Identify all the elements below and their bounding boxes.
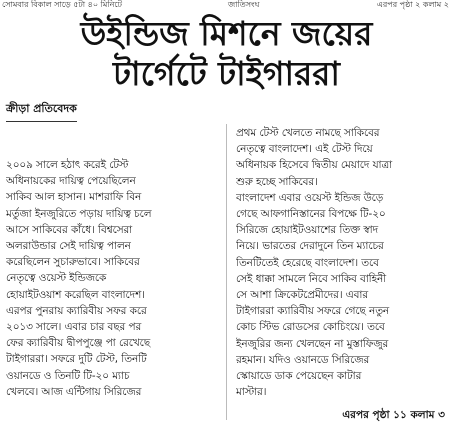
article-line: গেছে আফগানিস্তানের বিপক্ষে টি-২০ — [236, 208, 386, 221]
column-divider — [226, 124, 227, 420]
article-line: তিনটিতেই হেরেছে বাংলাদেশ। তবে — [236, 256, 379, 269]
top-strip-middle-text: জাতিসংঘ — [228, 0, 260, 9]
article-line: মর্তুজা ইনজুরিতে পড়ায় দায়িত্ব চলে — [6, 207, 152, 220]
article-line: রহমান। যদিও ওয়ানডে সিরিজের — [236, 353, 370, 366]
top-strip-left-text: সোমবার বিকাল সাড়ে ৫টা ৪০ মিনিটে — [2, 0, 122, 9]
article-line: বাংলাদেশ এবার ওয়েস্ট ইন্ডিজ উড়ে — [236, 191, 384, 204]
top-strip-continuation: এরপর পৃষ্ঠা ২ কলাম ২ — [376, 0, 449, 9]
article-line: কোচ স্টিভ রোডসের কোচিংয়ে। তবে — [236, 321, 385, 334]
article-line: সাকিব আল হাসান। মাশরাফি বিন — [6, 191, 142, 204]
article-line: নেতৃত্বে ওয়েস্ট ইন্ডিজকে — [6, 272, 107, 285]
headline-line-1: উইন্ডিজ মিশনে জয়ের — [80, 14, 373, 53]
article-line: টাইগাররা ক্যারিবীয় সফরে গেছে নতুন — [236, 305, 390, 318]
article-line: মাস্টার। — [236, 386, 267, 399]
article-line: খেলবে। আজ এন্টিগায় সিরিজের — [6, 385, 142, 398]
article-line: ফের ক্যারিবীয় দ্বীপপুঞ্জে পা রেখেছে — [6, 337, 151, 350]
continuation-note: এরপর পৃষ্ঠা ১১ কলাম ৩ — [342, 409, 445, 421]
article-line: প্রথম টেস্ট খেলতে নামছে সাকিবের — [236, 127, 380, 139]
byline: ক্রীড়া প্রতিবেদক — [6, 100, 77, 122]
article-line: ২০০৯ সালে হঠাৎ করেই টেস্ট — [6, 159, 129, 171]
article-left-column — [6, 157, 220, 400]
article-line: টাইগাররা। সফরে দুটি টেস্ট, তিনটি — [6, 353, 147, 366]
article-line: সে আশা ক্রিকেটপ্রেমীদের। এবার — [236, 289, 368, 302]
article-line: হোয়াইটওয়াশ করেছিল বাংলাদেশ। — [6, 288, 145, 301]
article-line: করেছিলেন সুচারুভাবে। সাকিবের — [6, 256, 140, 269]
article-line: অধিনায়ক হিসেবে দ্বিতীয় মেয়াদে যাত্রা — [236, 159, 393, 172]
article-line: এরপর পুনরায় ক্যারিবীয় সফর করে — [6, 304, 147, 317]
article-line: নেতৃত্বে বাংলাদেশ। এই টেস্ট দিয়ে — [236, 143, 373, 156]
article-line: সিরিজে হোয়াইটওয়াশের তিক্ত স্বাদ — [236, 224, 378, 237]
article-line: ২০১৩ সালে। এবার চার বছর পর — [6, 321, 142, 334]
article-line: ইনজুরির জন্য খেলছেন না মুস্তাফিজুর — [236, 337, 389, 350]
article-line: আসে সাকিবের কাঁধে। বিশ্বসেরা — [6, 223, 133, 236]
article-line: স্কোয়াডে ডাক পেয়েছেন কাটার — [236, 370, 362, 383]
article-line: অধিনায়কের দায়িত্ব পেয়েছিলেন — [6, 175, 136, 188]
headline — [0, 14, 453, 94]
article-line: অলরাউন্ডার সেই দায়িত্ব পালন — [6, 240, 131, 253]
headline-line-2: টার্গেটে টাইগাররা — [113, 54, 340, 93]
article-right-column — [236, 125, 450, 400]
article-line: শুরু হচ্ছে সাকিবের। — [236, 175, 318, 188]
article-line: ওয়ানডে ও তিনটি টি-২০ ম্যাচ — [6, 369, 130, 382]
article-line: সেই ধাক্কা সামলে নিবে সাকিব বাহিনী — [236, 272, 387, 285]
top-strip — [0, 0, 453, 11]
article-line: নিয়ে। ভারতের দেরাদুনে তিন ম্যাচের — [236, 240, 384, 253]
